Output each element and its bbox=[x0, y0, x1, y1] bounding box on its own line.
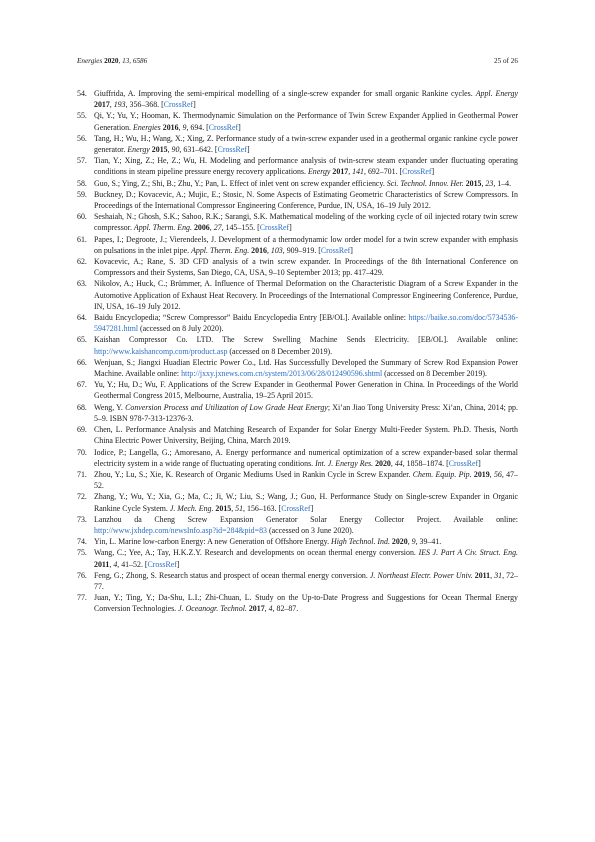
url-link[interactable]: http://www.kaishancomp.com/product.asp bbox=[94, 346, 228, 356]
reference-number: 59. bbox=[77, 189, 87, 199]
reference-text: Baidu Encyclopedia; “Screw Compressor” Baidu Encyclopedia Entry [EB/OL]. Available online: bbox=[94, 313, 409, 323]
reference-number: 60. bbox=[77, 212, 87, 222]
reference-italic-text: Energy bbox=[307, 167, 331, 177]
reference-item bbox=[77, 211, 518, 233]
reference-text: Chen, L. Performance Analysis and Matching Research of Expander for Solar Energy Multi-Feeder System. Ph.D. Thesis, North China Electric Power University, Beijing, China, March 2019. bbox=[94, 425, 518, 446]
reference-year: 2017 bbox=[248, 604, 265, 614]
reference-number: 68. bbox=[77, 402, 87, 412]
reference-text: Guo, S.; Ying, Z.; Shi, B.; Zhu, Y.; Pan, L. Effect of inlet vent on screw expander efficiency. bbox=[94, 178, 387, 188]
crossref-link[interactable]: CrossRef bbox=[147, 559, 177, 569]
reference-year: 2006 bbox=[193, 223, 210, 233]
reference-text: Seshaiah, N.; Ghosh, S.K.; Sahoo, R.K.; Sarangi, S.K. Mathematical modeling of the working cycle of oil injected rotary twin screw compressor. bbox=[94, 212, 518, 233]
crossref-link[interactable]: CrossRef bbox=[448, 458, 479, 468]
reference-year: 2020 bbox=[375, 458, 391, 468]
reference-text: , 909–919. [ bbox=[282, 245, 321, 255]
reference-text: , 631–642. [ bbox=[179, 145, 218, 155]
reference-number: 69. bbox=[77, 425, 87, 435]
reference-year: 2015 bbox=[465, 178, 482, 188]
reference-italic-text: 141 bbox=[352, 167, 364, 177]
reference-italic-text: 51 bbox=[235, 503, 244, 513]
page-number: 25 of 26 bbox=[494, 57, 518, 65]
reference-item bbox=[77, 469, 518, 491]
reference-italic-text: Conversion Process and Utilization of Low Grade Heat Energy bbox=[125, 402, 328, 412]
reference-italic-text: 23 bbox=[485, 178, 494, 188]
reference-number: 57. bbox=[77, 156, 87, 166]
crossref-link[interactable]: CrossRef bbox=[320, 245, 351, 255]
reference-number: 61. bbox=[77, 234, 87, 244]
reference-text: , bbox=[264, 604, 269, 614]
reference-text: Yu, Y.; Hu, D.; Wu, F. Applications of the Screw Expander in Geothermal Power Generation in China. In Proceedings of the World Geothermal Congress 2015, Melbourne, Australia, 19–25 April 2015. bbox=[94, 380, 518, 401]
reference-italic-text: Energies bbox=[133, 122, 161, 132]
reference-text: , bbox=[390, 458, 395, 468]
reference-italic-text: IES J. Part A Civ. Struct. Eng. bbox=[418, 548, 518, 558]
reference-number: 72. bbox=[77, 492, 87, 502]
reference-text: , 47–52. bbox=[94, 469, 518, 491]
reference-text: , 1858–1874. [ bbox=[402, 458, 449, 468]
reference-italic-text: 44 bbox=[394, 458, 403, 468]
reference-number: 71. bbox=[77, 469, 87, 479]
reference-italic-text: 103 bbox=[270, 245, 283, 255]
reference-year: 2017 bbox=[332, 167, 349, 177]
reference-italic-text: Int. J. Energy Res. bbox=[315, 458, 374, 468]
reference-text: , bbox=[489, 469, 494, 479]
reference-item bbox=[77, 447, 518, 469]
reference-text: Tian, Y.; Xing, Z.; He, Z.; Wu, H. Modeling and performance analysis of twin-screw steam expander under fluctuating operating conditions in steam pipeline pressure energy recovery applications. bbox=[94, 156, 518, 177]
reference-text: Zhang, Y.; Wu, Y.; Xia, G.; Ma, C.; Ji, W.; Liu, S.; Wang, J.; Guo, H. Performance Study on Single-screw Expander in Organic Rankine Cycle System. bbox=[94, 492, 518, 513]
reference-item bbox=[77, 155, 518, 177]
reference-text: ] bbox=[246, 145, 250, 155]
reference-italic-text: Energy bbox=[127, 145, 150, 155]
reference-text: , bbox=[266, 245, 271, 255]
reference-italic-text: 27 bbox=[213, 223, 222, 233]
reference-item bbox=[77, 536, 518, 547]
reference-text: ] bbox=[238, 122, 241, 132]
reference-text: , 356–368. [ bbox=[125, 100, 164, 110]
reference-text: , 1–4. bbox=[493, 178, 512, 188]
reference-italic-text: Chem. Equip. Pip. bbox=[412, 469, 472, 479]
reference-text: Nikolov, A.; Huck, C.; Brümmer, A. Influence of Thermal Deformation on the Characteristic Diagram of a Screw Expander in the Automotive Application of Exhaust Heat Recovery. In Proceedings of the International Compressor Engineering Conference, Purdue, IN, USA, 16–19 July 2012. bbox=[94, 279, 518, 311]
reference-italic-text: 4 bbox=[268, 604, 273, 614]
reference-number: 63. bbox=[77, 279, 87, 289]
reference-italic-text: Appl. Therm. Eng. bbox=[191, 245, 250, 255]
reference-number: 64. bbox=[77, 313, 87, 323]
reference-year: 2015 bbox=[151, 145, 168, 155]
reference-number: 66. bbox=[77, 357, 87, 367]
reference-list bbox=[77, 88, 518, 615]
crossref-link[interactable]: CrossRef bbox=[217, 145, 247, 155]
reference-text: (accessed on 8 December 2019). bbox=[382, 369, 487, 379]
journal-name: Energies bbox=[77, 57, 103, 65]
reference-italic-text: J. Mech. Eng. bbox=[169, 503, 214, 513]
reference-number: 55. bbox=[77, 111, 87, 121]
reference-text: , bbox=[167, 145, 172, 155]
reference-italic-text: 4 bbox=[113, 559, 118, 569]
reference-text: , 72–77. bbox=[94, 570, 518, 591]
reference-text: , bbox=[407, 537, 412, 547]
reference-item bbox=[77, 312, 518, 334]
journal-year: 2020 bbox=[104, 57, 119, 65]
reference-item bbox=[77, 278, 518, 312]
reference-italic-text: 90 bbox=[171, 145, 180, 155]
reference-item bbox=[77, 547, 518, 569]
reference-number: 67. bbox=[77, 380, 87, 390]
reference-number: 58. bbox=[77, 178, 87, 188]
reference-text: , 145–155. [ bbox=[221, 223, 260, 233]
reference-item bbox=[77, 570, 518, 592]
reference-italic-text: 56 bbox=[493, 469, 502, 479]
reference-text: ] bbox=[176, 559, 180, 569]
reference-text: , bbox=[178, 122, 183, 132]
reference-text: Iodice, P.; Langella, G.; Amoresano, A. Energy performance and numerical optimization of a screw expander-based solar thermal electricity system in a wide range of fluctuating operating conditions. bbox=[94, 447, 518, 468]
crossref-link[interactable]: CrossRef bbox=[208, 122, 239, 132]
reference-text: Yin, L. Marine low-carbon Energy: A new Generation of Offshore Energy. bbox=[94, 537, 332, 547]
reference-number: 76. bbox=[77, 570, 87, 580]
reference-year: 2017 bbox=[94, 100, 110, 110]
reference-text: Giuffrida, A. Improving the semi-empirical modelling of a single-screw expander for small organic Rankine cycles. bbox=[94, 89, 476, 98]
reference-italic-text: Sci. Technol. Innov. Her. bbox=[386, 178, 464, 188]
reference-text: ] bbox=[478, 458, 481, 468]
reference-number: 62. bbox=[77, 257, 87, 267]
reference-item bbox=[77, 189, 518, 211]
reference-text: , bbox=[109, 559, 114, 569]
reference-year: 2011 bbox=[474, 570, 491, 580]
reference-text: , 692–701. [ bbox=[364, 167, 403, 177]
reference-text: Tang, H.; Wu, H.; Wang, X.; Xing, Z. Performance study of a twin-screw expander used in a geothermal organic rankine cycle power generator. bbox=[94, 133, 518, 155]
reference-year: 2011 bbox=[94, 559, 110, 569]
crossref-link[interactable]: CrossRef bbox=[402, 167, 432, 177]
reference-text: (accessed on 8 July 2020). bbox=[138, 324, 224, 334]
reference-italic-text: 31 bbox=[494, 570, 503, 580]
reference-italic-text: J. Northeast Electr. Power Univ. bbox=[369, 570, 473, 580]
reference-number: 65. bbox=[77, 335, 87, 345]
reference-item bbox=[77, 424, 518, 446]
reference-text: , bbox=[348, 167, 353, 177]
reference-item bbox=[77, 88, 518, 110]
reference-item bbox=[77, 133, 518, 155]
reference-text: ] bbox=[193, 100, 196, 110]
reference-number: 54. bbox=[77, 89, 87, 98]
reference-text: , 82–87. bbox=[272, 604, 299, 614]
reference-text: Qi, Y.; Yu, Y.; Hooman, K. Thermodynamic Simulation on the Performance of Twin Screw Expander Applied in Geothermal Power Generation. bbox=[94, 111, 518, 132]
reference-text: ] bbox=[289, 223, 292, 233]
reference-italic-text: 9 bbox=[182, 122, 187, 132]
reference-italic-text: High Technol. Ind. bbox=[331, 537, 390, 547]
journal-volume: , 13, 6586 bbox=[118, 57, 148, 65]
reference-text: , bbox=[231, 503, 236, 513]
reference-year: 2019 bbox=[473, 469, 490, 479]
reference-italic-text: Appl. Therm. Eng. bbox=[133, 223, 192, 233]
reference-item bbox=[77, 357, 518, 379]
reference-number: 70. bbox=[77, 447, 87, 457]
reference-text: Buckney, D.; Kovacevic, A.; Mujic, E.; Stosic, N. Some Aspects of Estimating Geometric Characteristics of Screw Compressors. In Proceedings of the International Compressor Engineering Conference, Purdue, IN, USA, 16–19 July 2012. bbox=[94, 189, 518, 211]
reference-item bbox=[77, 178, 518, 189]
reference-text: , 156–163. [ bbox=[243, 503, 282, 513]
reference-text: , 39–41. bbox=[415, 537, 442, 547]
reference-item bbox=[77, 592, 518, 614]
reference-text: , 41–52. [ bbox=[117, 559, 148, 569]
reference-text: ] bbox=[431, 167, 435, 177]
reference-text: Papes, I.; Degroote, J.; Vierendeels, J. Development of a thermodynamic low order model for a twin screw expander with emphasis on pulsations in the inlet pipe. bbox=[94, 234, 518, 255]
reference-item bbox=[77, 379, 518, 401]
reference-text: Feng, G.; Zhong, S. Research status and prospect of ocean thermal energy conversion. bbox=[94, 570, 370, 580]
reference-text: , bbox=[490, 570, 495, 580]
reference-number: 73. bbox=[77, 514, 87, 524]
crossref-link[interactable]: CrossRef bbox=[281, 503, 311, 513]
reference-item bbox=[77, 402, 518, 424]
reference-year: 2016 bbox=[251, 245, 267, 255]
reference-item bbox=[77, 491, 518, 513]
url-link[interactable]: http://www.jxhdep.com/newsInfo.asp?id=284&pid=83 bbox=[94, 525, 267, 535]
reference-text: Lanzhou da Cheng Screw Expansion Generator Solar Energy Collector Project. Available online: bbox=[94, 514, 518, 524]
reference-text: Wang, C.; Yee, A.; Tay, H.K.Z.Y. Research and developments on ocean thermal energy conversion. bbox=[94, 548, 419, 558]
reference-text: ; Xi’an Jiao Tong University Press: Xi’an, China, 2014; pp. 5–9. ISBN 978-7-313-12376-3. bbox=[94, 402, 518, 423]
reference-number: 74. bbox=[77, 537, 87, 547]
reference-text: (accessed on 8 December 2019). bbox=[227, 346, 333, 356]
reference-number: 75. bbox=[77, 548, 87, 558]
reference-item bbox=[77, 110, 518, 132]
reference-item bbox=[77, 256, 518, 278]
crossref-link[interactable]: CrossRef bbox=[259, 223, 290, 233]
reference-text: , bbox=[109, 100, 114, 110]
reference-number: 77. bbox=[77, 593, 87, 603]
running-header bbox=[77, 57, 518, 67]
reference-text: Kovacevic, A.; Rane, S. 3D CFD analysis of a twin screw expander. In Proceedings of the 8th International Conference on Compressors and their Systems, San Diego, CA, USA, 9–10 September 2013; pp. 417–429. bbox=[94, 257, 518, 278]
crossref-link[interactable]: CrossRef bbox=[163, 100, 194, 110]
reference-italic-text: 193 bbox=[113, 100, 126, 110]
reference-text: , bbox=[209, 223, 214, 233]
reference-year: 2020 bbox=[391, 537, 408, 547]
reference-text: Wenjuan, S.; Jiangxi Huadian Electric Power Co., Ltd. Has Successfully Developed the Summary of Screw Rod Expansion Power Machine. Available online: bbox=[94, 357, 518, 379]
reference-year: 2015 bbox=[215, 503, 232, 513]
reference-italic-text: 9 bbox=[411, 537, 416, 547]
reference-italic-text: Appl. Energy bbox=[475, 89, 519, 98]
reference-text: ] bbox=[350, 245, 353, 255]
reference-item bbox=[77, 514, 518, 536]
reference-text: Weng, Y. bbox=[94, 402, 126, 412]
reference-text: , 694. [ bbox=[186, 122, 209, 132]
reference-text: ] bbox=[310, 503, 314, 513]
reference-text: Kaishan Compressor Co. LTD. The Screw Swelling Machine Sends Electricity. [EB/OL]. Available online: bbox=[94, 335, 518, 345]
reference-number: 56. bbox=[77, 133, 87, 143]
reference-text: Juan, Y.; Ting, Y.; Da-Shu, L.I.; Zhi-Chuan, L. Study on the Up-to-Date Progress and Suggestions for Ocean Thermal Energy Conversion Technologies. bbox=[94, 593, 518, 614]
reference-item bbox=[77, 234, 518, 256]
reference-item bbox=[77, 334, 518, 356]
reference-text: (accessed on 3 June 2020). bbox=[266, 525, 354, 535]
reference-text: Zhou, Y.; Lu, S.; Xie, K. Research of Organic Mediums Used in Rankin Cycle in Screw Expander. bbox=[94, 469, 413, 479]
url-link[interactable]: https://baike.so.com/doc/5734536-5947281.html bbox=[94, 313, 518, 334]
reference-text: , bbox=[481, 178, 486, 188]
reference-italic-text: J. Oceanogr. Technol. bbox=[178, 604, 247, 614]
url-link[interactable]: http://jxxy.jxnews.com.cn/system/2013/06/28/012490596.shtml bbox=[181, 369, 383, 379]
reference-year: 2016 bbox=[162, 122, 179, 132]
